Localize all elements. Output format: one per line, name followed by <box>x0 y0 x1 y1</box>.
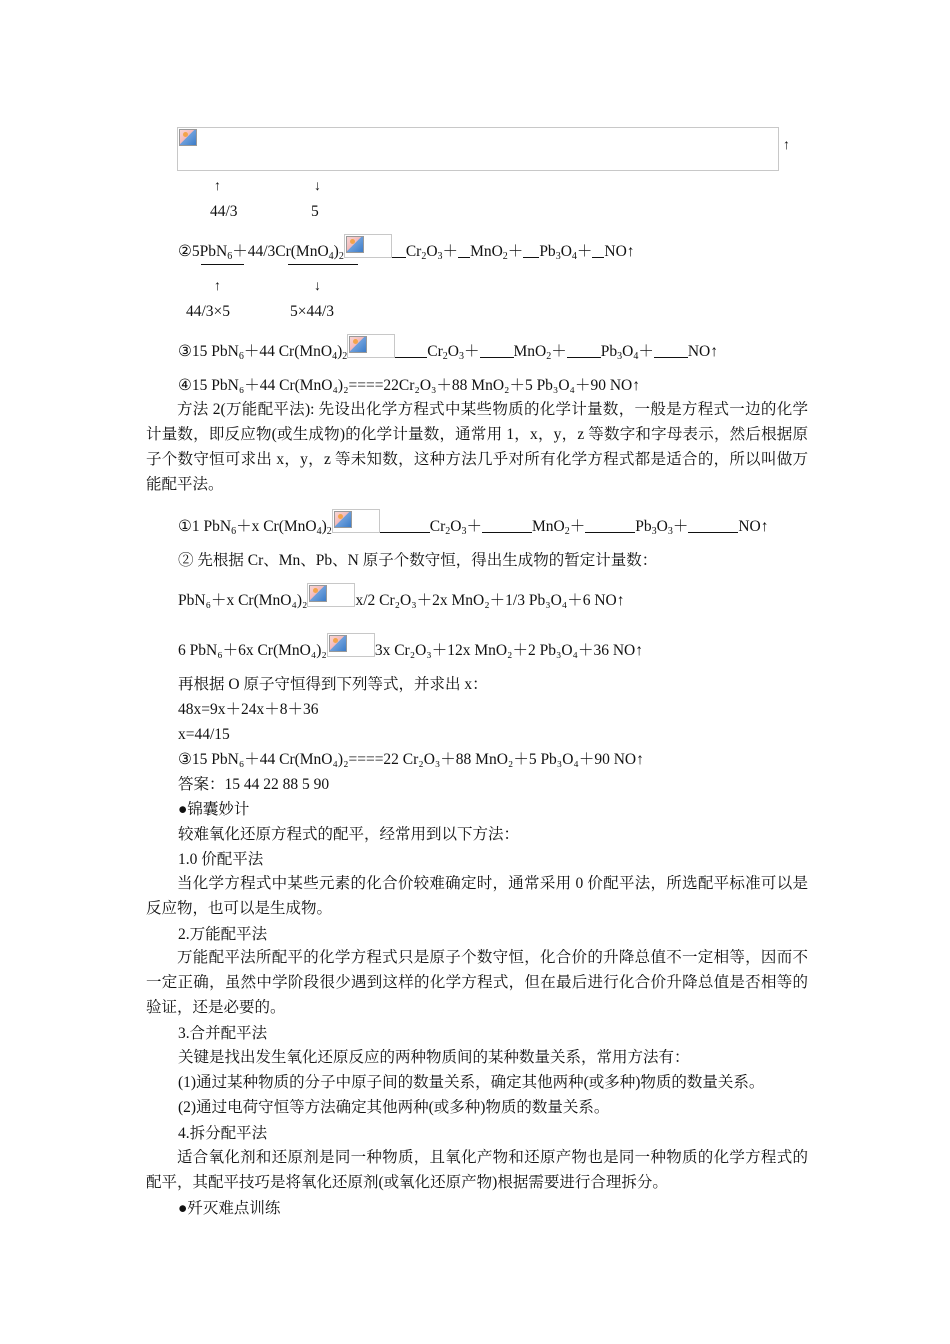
method2-equation-b: 6 PbN₆＋6x Cr(MnO₄)₂ 3x Cr₂O₃＋12x MnO₂＋2 Pb₃O₄＋36 NO↑ <box>178 633 643 661</box>
broken-image-icon <box>349 336 367 353</box>
coefficient-blank[interactable] <box>688 518 738 533</box>
x-solution: x=44/15 <box>178 726 230 743</box>
method1-step3-equation: ③15 PbN$_6$＋44 $Cr(MnO_4)_2$ $Cr_2O_3+ MnO_2+ Pb_3O_4+$ NO↑ <box>178 334 718 362</box>
coefficient-blank[interactable] <box>592 243 604 258</box>
broken-image-icon <box>309 585 327 602</box>
electron-count-label: 5 <box>311 203 319 220</box>
coefficient-blank[interactable] <box>480 343 514 358</box>
down-arrow-icon: ↓ <box>314 179 321 194</box>
tip-paragraph-3b: (2)通过电荷守恒等方法确定其他两种(或多种)物质的数量关系。 <box>178 1099 610 1116</box>
broken-image-icon <box>329 635 347 652</box>
electron-count-label: 5×44/3 <box>290 303 335 320</box>
tip-paragraph-1: 当化学方程式中某些元素的化合价较难确定时，通常采用 0 价配平法，所选配平标准可以是反应物，也可以是生成物。 <box>146 875 808 917</box>
method2-equation-a: PbN₆＋x Cr(MnO₄)₂ x/2 Cr₂O₃＋2x MnO₂＋1/3 Pb₃O₄＋6 NO↑ <box>178 583 624 611</box>
coefficient-blank[interactable] <box>567 343 601 358</box>
coefficient-blank[interactable] <box>482 518 532 533</box>
method2-step3-equation: ③15 PbN₆＋44 Cr(MnO₄)₂====22 Cr₂O₃＋88 MnO₂＋5 Pb₃O₄＋90 NO↑ <box>178 751 644 768</box>
up-arrow-icon: ↑ <box>214 279 221 294</box>
tips-heading: ●锦囊妙计 <box>178 801 250 818</box>
tip-heading-3: 3.合并配平法 <box>178 1025 268 1042</box>
up-arrow-icon: ↑ <box>783 138 790 153</box>
broken-image-icon <box>179 129 197 146</box>
electron-count-label: 44/3×5 <box>186 303 231 320</box>
tip-paragraph-3: 关键是找出发生氧化还原反应的两种物质间的某种数量关系，常用方法有： <box>178 1049 690 1066</box>
tips-lead: 较难氧化还原方程式的配平，经常用到以下方法： <box>178 826 520 843</box>
oxygen-balance-equation: 48x=9x＋24x＋8＋36 <box>178 701 319 718</box>
method2-step1-equation: ①1 PbN$_6$＋x $Cr(MnO_4)_2$ $Cr_2O_3+ MnO_2+ Pb_3O_3+$ NO↑ <box>178 509 768 537</box>
tip-heading-4: 4.拆分配平法 <box>178 1125 268 1142</box>
reaction-arrow-image <box>327 633 375 657</box>
oxygen-balance-text: 再根据 O 原子守恒得到下列等式，并求出 x： <box>178 676 488 693</box>
reaction-arrow-image <box>347 334 395 358</box>
method2-step2-text: ② 先根据 Cr、Mn、Pb、N 原子个数守恒，得出生成物的暂定计量数： <box>178 552 658 569</box>
method1-step2-equation: $②5PbN_6+44/3Cr(MnO_4)_2$ $Cr_2O_3+ MnO_2+ Pb_3O_4+$ NO↑ <box>178 234 635 262</box>
coefficient-blank[interactable] <box>395 343 427 358</box>
answer-line: 答案：15 44 22 88 5 90 <box>178 776 330 793</box>
broken-image-icon <box>334 511 352 528</box>
coefficient-blank[interactable] <box>654 343 688 358</box>
broken-image-icon <box>346 236 364 253</box>
reaction-arrow-image <box>332 509 380 533</box>
down-arrow-icon: ↓ <box>314 279 321 294</box>
training-heading: ●歼灭难点训练 <box>178 1200 281 1217</box>
tip-paragraph-3a: (1)通过某种物质的分子中原子间的数量关系，确定其他两种(或多种)物质的数量关系。 <box>178 1074 765 1091</box>
tip-heading-2: 2.万能配平法 <box>178 926 268 943</box>
underline-mark <box>288 264 358 265</box>
electron-count-label: 44/3 <box>210 203 238 220</box>
tip-heading-1: 1.0 价配平法 <box>178 851 264 868</box>
coefficient-blank[interactable] <box>392 243 406 258</box>
equation-image-placeholder <box>177 127 779 171</box>
coefficient-blank[interactable] <box>458 243 470 258</box>
coefficient-blank[interactable] <box>380 518 430 533</box>
method1-step4-equation: ④15 PbN₆＋44 Cr(MnO₄)₂====22Cr₂O₃＋88 MnO₂＋5 Pb₃O₄＋90 NO↑ <box>178 377 640 394</box>
coefficient-blank[interactable] <box>523 243 539 258</box>
tip-paragraph-4: 适合氧化剂和还原剂是同一种物质，且氧化产物和还原产物也是同一种物质的化学方程式的配平，其配平技巧是将氧化还原剂(或氧化还原产物)根据需要进行合理拆分。 <box>146 1149 808 1191</box>
coefficient-blank[interactable] <box>585 518 635 533</box>
up-arrow-icon: ↑ <box>214 179 221 194</box>
reaction-arrow-image <box>344 234 392 258</box>
tip-paragraph-2: 万能配平法所配平的化学方程式只是原子个数守恒，化合价的升降总值不一定相等，因而不一定正确，虽然中学阶段很少遇到这样的化学方程式，但在最后进行化合价升降总值是否相等的验证，还是必要的。 <box>146 949 808 1016</box>
reaction-arrow-image <box>307 583 355 607</box>
method2-intro: 方法 2(万能配平法): 先设出化学方程式中某些物质的化学计量数，一般是方程式一边的化学计量数，即反应物(或生成物)的化学计量数，通常用 1，x，y，z 等数字和字母表示，然后根据原子个数守恒可求出 x，y，z 等未知数，这种方法几乎对所有化学方程式都是适合的，所以叫做万能配平法。 <box>146 401 808 493</box>
underline-mark <box>201 264 244 265</box>
